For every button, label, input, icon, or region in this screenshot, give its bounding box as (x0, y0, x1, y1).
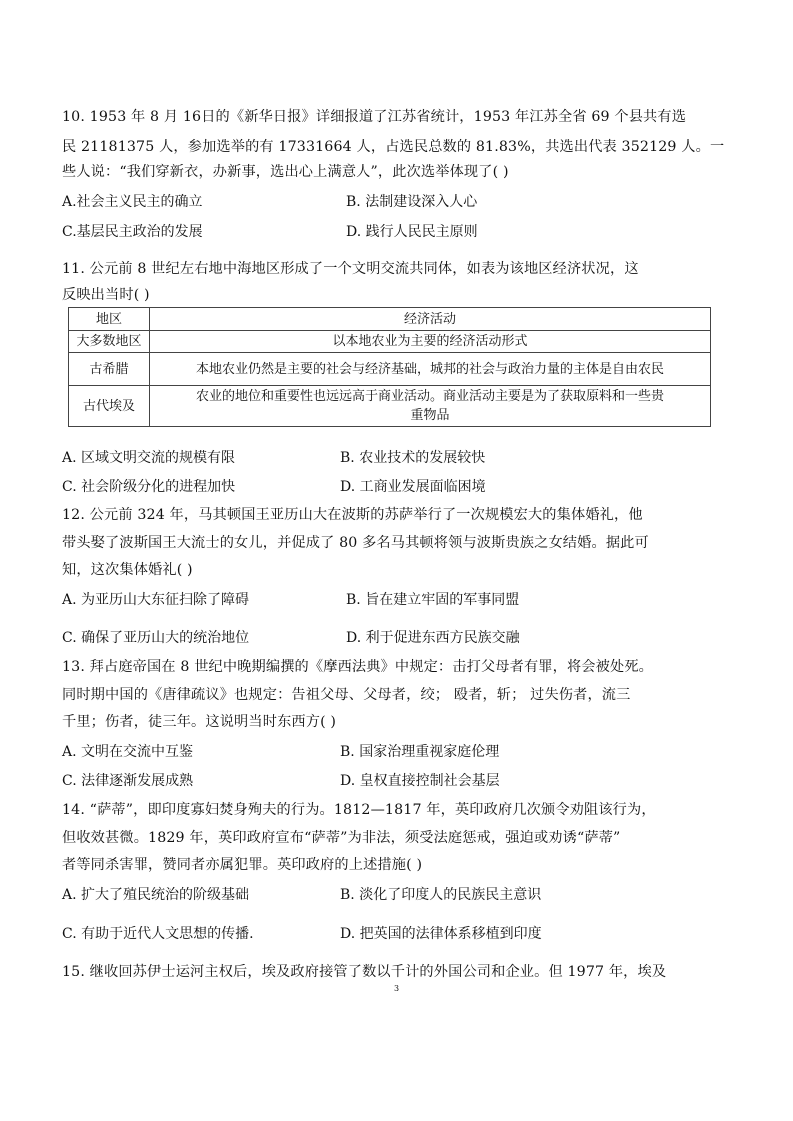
q12-option-d: D. 利于促进东西方民族交融 (346, 630, 520, 646)
economy-table (68, 307, 711, 427)
q12-line-2: 带头娶了波斯国王大流士的女儿，并促成了 80 多名马其顿将领与波斯贵族之女结婚。据此可 (62, 535, 649, 551)
table-cell-activity-line-1: 农业的地位和重要性也远远高于商业活动。商业活动主要是为了获取原料和一些贵 (195, 389, 664, 404)
q12-option-c: C. 确保了亚历山大的统治地位 (62, 630, 250, 646)
q14-line-1: 14. “萨蒂”，即印度寡妇焚身殉夫的行为。1812—1817 年，英印政府几次颁令劝阻该行为， (62, 802, 656, 818)
table-cell-region: 古希腊 (69, 353, 150, 386)
table-row (69, 353, 711, 386)
q13-line-2: 同时期中国的《唐律疏议》也规定：告祖父母、父母者，绞； 殴者，斩； 过失伤者，流三 (62, 687, 631, 703)
q11-option-d: D. 工商业发展面临困境 (340, 479, 486, 495)
q10-line-1: 10. 1953 年 8 月 16日的《新华日报》详细报道了江苏省统计，1953 年江苏全省 69 个县共有选 (62, 109, 687, 125)
q11-line-2: 反映出当时( ) (62, 287, 150, 303)
table-header-activity: 经济活动 (150, 308, 711, 331)
q14-line-3: 者等同杀害罪，赞同者亦属犯罪。英印政府的上述措施( ) (62, 857, 423, 873)
q13-option-b: B. 国家治理重视家庭伦理 (340, 744, 500, 760)
q10-option-b: B. 法制建设深入人心 (346, 194, 478, 210)
q13-line-1: 13. 拜占庭帝国在 8 世纪中晚期编撰的《摩西法典》中规定：击打父母者有罪，将会被处死。 (62, 659, 653, 675)
table-cell-activity: 本地农业仍然是主要的社会与经济基础，城邦的社会与政治力量的主体是自由农民 (150, 353, 711, 386)
q14-option-d: D. 把英国的法律体系移植到印度 (340, 926, 542, 942)
table-cell-activity: 以本地农业为主要的经济活动形式 (150, 331, 711, 353)
q10-option-d: D. 践行人民民主原则 (346, 224, 478, 240)
q12-line-1: 12. 公元前 324 年，马其顿国王亚历山大在波斯的苏萨举行了一次规模宏大的集体婚礼，他 (62, 507, 643, 523)
q10-option-c: C.基层民主政治的发展 (62, 224, 203, 240)
q13-line-3: 千里；伤者，徒三年。这说明当时东西方( ) (62, 714, 337, 730)
q14-option-b: B. 淡化了印度人的民族民主意识 (340, 887, 542, 903)
q15-line-1: 15. 继收回苏伊士运河主权后，埃及政府接管了数以千计的外国公司和企业。但 1977 年，埃及 (62, 964, 667, 980)
q10-line-3: 些人说：“我们穿新衣，办新事，选出心上满意人”，此次选举体现了( ) (62, 164, 509, 180)
q14-line-2: 但收效甚微。1829 年，英印政府宣布“萨蒂”为非法，须受法庭惩戒，强迫或劝诱“萨蒂” (62, 830, 621, 846)
q13-option-a: A. 文明在交流中互鉴 (62, 744, 194, 760)
table-cell-region: 古代埃及 (69, 386, 150, 427)
q13-option-c: C. 法律逐渐发展成熟 (62, 773, 194, 789)
table-row (69, 331, 711, 353)
page-number: 3 (394, 984, 400, 993)
q11-line-1: 11. 公元前 8 世纪左右地中海地区形成了一个文明交流共同体，如表为该地区经济状况，这 (62, 261, 639, 277)
q10-line-2: 民 21181375 人，参加选举的有 17331664 人，占选民总数的 81.83%，共选出代表 352129 人。一 (62, 139, 725, 155)
q10-option-a: A.社会主义民主的确立 (62, 194, 203, 210)
q11-option-c: C. 社会阶级分化的进程加快 (62, 479, 236, 495)
q12-option-a: A. 为亚历山大东征扫除了障碍 (62, 592, 250, 608)
q14-option-c: C. 有助于近代人文思想的传播. (62, 926, 254, 942)
table-header-region: 地区 (69, 308, 150, 331)
table-cell-activity (150, 386, 711, 427)
q14-option-a: A. 扩大了殖民统治的阶级基础 (62, 887, 250, 903)
table-header-row (69, 308, 711, 331)
table-cell-region: 大多数地区 (69, 331, 150, 353)
table-row (69, 386, 711, 427)
q12-line-3: 知，这次集体婚礼( ) (62, 562, 193, 578)
q11-option-a: A. 区域文明交流的规模有限 (62, 450, 236, 466)
q12-option-b: B. 旨在建立牢固的军事同盟 (346, 592, 520, 608)
q13-option-d: D. 皇权直接控制社会基层 (340, 773, 500, 789)
table-cell-activity-line-2: 重物品 (410, 408, 450, 423)
q11-option-b: B. 农业技术的发展较快 (340, 450, 486, 466)
